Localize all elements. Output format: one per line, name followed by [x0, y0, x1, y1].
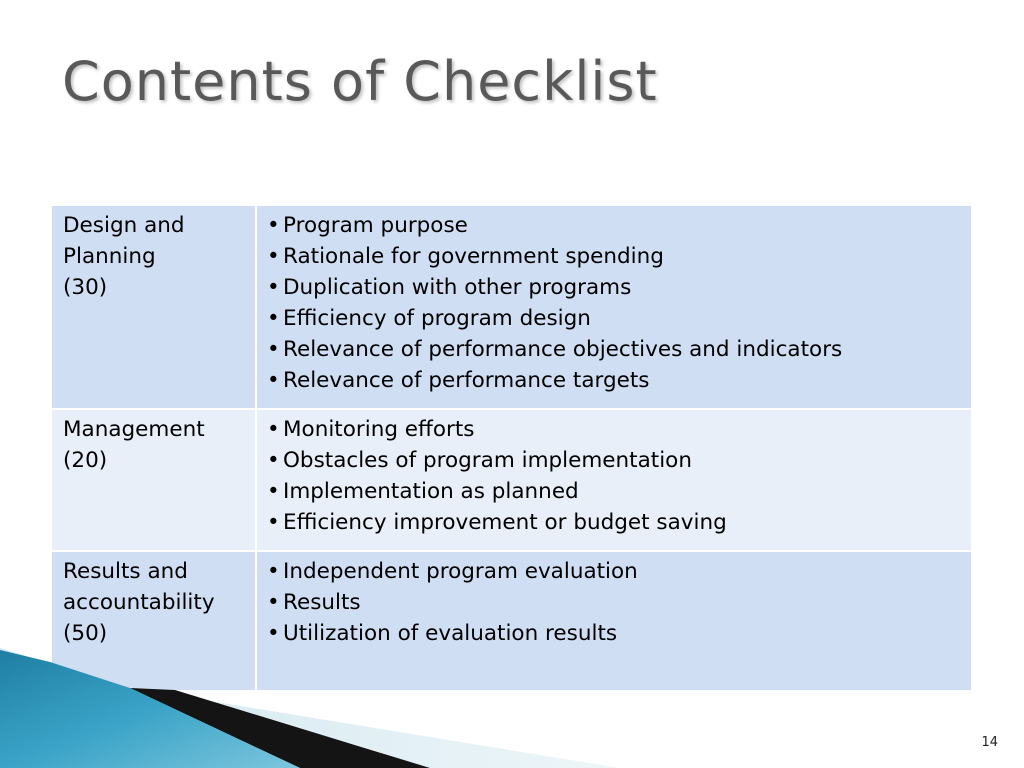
- list-item-text: Rationale for government spending: [283, 244, 664, 269]
- list-item-text: Relevance of performance targets: [283, 368, 650, 393]
- category-label: Design and: [63, 213, 185, 238]
- list-item: • Relevance of performance objectives and indicators: [267, 337, 843, 362]
- category-label: Management: [63, 417, 205, 442]
- list-item-text: Program purpose: [283, 213, 468, 238]
- list-item: • Efficiency of program design: [267, 306, 591, 331]
- category-score: (30): [63, 275, 108, 300]
- category-label: Results and: [63, 559, 188, 584]
- list-item-text: Monitoring efforts: [283, 417, 475, 442]
- list-item-text: Duplication with other programs: [283, 275, 632, 300]
- page-number: 14: [981, 735, 998, 750]
- category-score: (50): [63, 621, 108, 646]
- list-item-text: Efficiency of program design: [283, 306, 591, 331]
- list-item-text: Obstacles of program implementation: [283, 448, 692, 473]
- list-item: • Monitoring efforts: [267, 417, 475, 442]
- list-item: • Implementation as planned: [267, 479, 579, 504]
- list-item-text: Efficiency improvement or budget saving: [283, 510, 727, 535]
- list-item-text: Relevance of performance objectives and indicators: [283, 337, 843, 362]
- list-item: • Relevance of performance targets: [267, 368, 650, 393]
- list-item-text: Implementation as planned: [283, 479, 579, 504]
- list-item: • Duplication with other programs: [267, 275, 632, 300]
- category-label: Planning: [63, 244, 156, 269]
- list-item: • Results: [267, 590, 361, 615]
- list-item-text: Results: [283, 590, 361, 615]
- list-item: • Efficiency improvement or budget saving: [267, 510, 727, 535]
- list-item: • Independent program evaluation: [267, 559, 638, 584]
- list-item: • Utilization of evaluation results: [267, 621, 618, 646]
- slide-title: Contents of Checklist: [62, 50, 658, 113]
- category-score: (20): [63, 448, 108, 473]
- list-item: • Program purpose: [267, 213, 468, 238]
- list-item-text: Utilization of evaluation results: [283, 621, 618, 646]
- list-item: • Obstacles of program implementation: [267, 448, 692, 473]
- list-item: • Rationale for government spending: [267, 244, 664, 269]
- list-item-text: Independent program evaluation: [283, 559, 638, 584]
- category-label: accountability: [63, 590, 215, 615]
